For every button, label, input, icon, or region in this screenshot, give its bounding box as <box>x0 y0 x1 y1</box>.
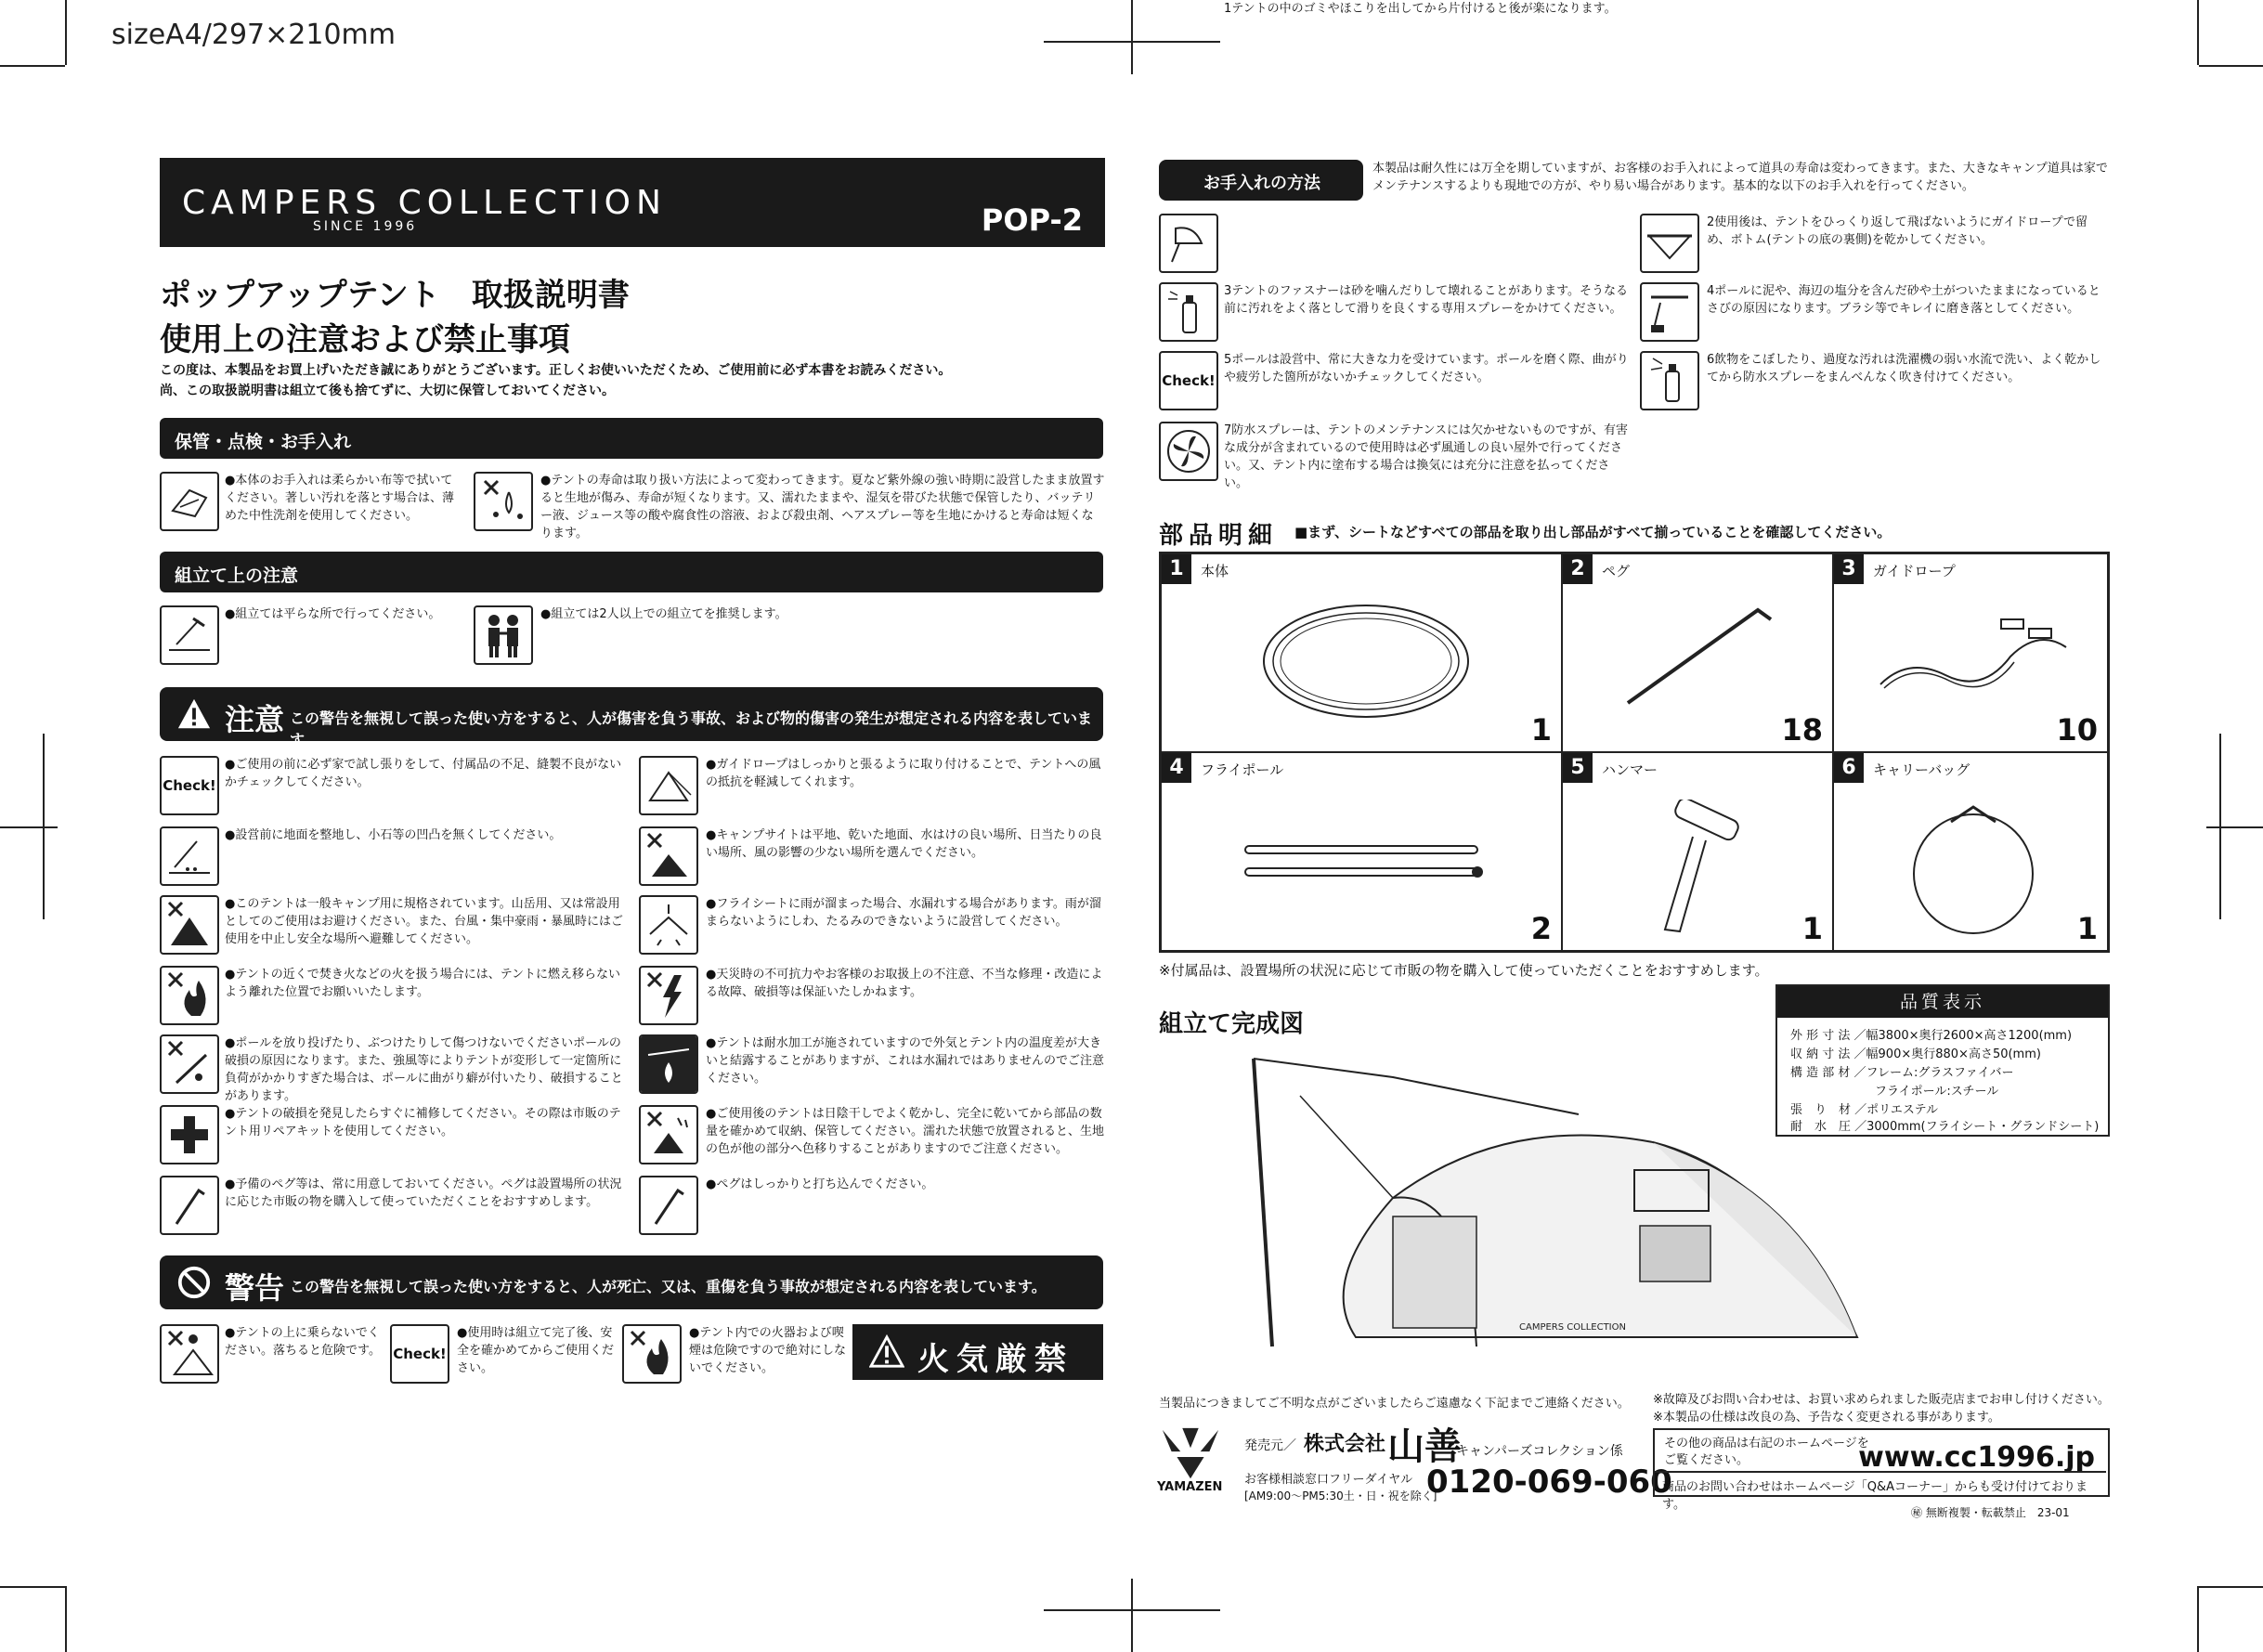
caution-subtext: この警告を無視して誤った使い方をすると、人が傷害を負う事故、および物的傷害の発生が想定される内容を表しています。 <box>290 709 1093 748</box>
lightning-icon <box>639 966 698 1025</box>
drying-icon <box>639 1105 698 1164</box>
check-icon: Check! <box>160 756 219 815</box>
caution-note: ●フライシートに雨が溜まった場合、水漏れする場合があります。雨が溜まらないようにしわ、たるみのできないように設営してください。 <box>706 897 1101 929</box>
no-climbing-icon <box>160 1324 219 1384</box>
check-icon: Check! <box>390 1324 449 1384</box>
caution-note: ●ご使用の前に必ず家で試し張りをして、付属品の不足、縫製不良がないかチェックしてください。 <box>225 758 622 789</box>
tent-body-icon <box>1255 592 1477 731</box>
hammer-icon <box>1637 800 1767 939</box>
flat-ground-icon <box>160 605 219 665</box>
storage-note-a: ●本体のお手入れは柔らかい布等で拭いてください。著しい汚れを落とす場合は、薄めた中性洗剤を使用してください。 <box>225 474 455 523</box>
caution-note: ●予備のペグ等は、常に用意しておいてください。ペグは設置場所の状況に応じた市販の物を購入して使っていただくことをおすすめします。 <box>225 1177 622 1209</box>
cloth-wipe-icon <box>160 472 219 531</box>
care-item: 2使用後は、テントをひっくり返して飛ばないようにガイドロープで留め、ボトム(テントの底の裏側)を乾かしてください。 <box>1707 215 2087 247</box>
assembled-title: 組立て完成図 <box>1159 1010 1305 1038</box>
tent-bottom-icon <box>1640 214 1699 273</box>
check-icon: Check! <box>1159 351 1218 410</box>
prohibited-icon <box>176 1265 212 1300</box>
spray-icon <box>1159 282 1218 342</box>
two-people-icon <box>474 605 533 665</box>
care-item: 7防水スプレーは、テントのメンテナンスには欠かせないものですが、有害な成分が含まれているので使用時は必ず風通しの良い屋外で行ってください。又、テント内に塗布する場合は換気には充分に注意を払ってください。 <box>1224 423 1629 490</box>
caution-note: ●キャンプサイトは平地、乾いた地面、水はけの良い場所、日当たりの良い場所、風の影響の少ない場所を選んでください。 <box>706 828 1102 860</box>
quality-row: 張 り 材 ／ポリエステル <box>1790 1103 1938 1117</box>
document-subtitle: 使用上の注意および禁止事項 <box>160 321 570 358</box>
parts-grid <box>1159 552 2110 953</box>
part-cell: 5 ハンマー 1 <box>1562 752 1833 951</box>
rain-pooling-icon <box>639 895 698 955</box>
care-item: 6飲物をこぼしたり、過度な汚れは洗濯機の弱い水流で洗い、よく乾かしてから防水スプレーをまんべんなく吹き付けてください。 <box>1707 353 2101 384</box>
business-hours: [AM9:00〜PM5:30土・日・祝を除く] <box>1244 1489 1437 1502</box>
caution-note: ●ペグはしっかりと打ち込んでください。 <box>706 1177 934 1191</box>
caution-note: ●ガイドロープはしっかりと張るように取り付けることで、テントへの風の抵抗を軽減してくれます。 <box>706 758 1101 789</box>
qa-text: 商品のお問い合わせはホームページ「Q&Aコーナー」からも受け付けております。 <box>1662 1480 2088 1512</box>
no-chemicals-icon <box>474 472 533 531</box>
fire-hazard-icon <box>160 966 219 1025</box>
care-title: お手入れの方法 <box>1159 160 1363 201</box>
caution-note: ●テントの近くで焚き火などの火を扱う場合には、テントに燃え移らないよう離れた位置でお願いいたします。 <box>225 968 621 999</box>
care-item: 5ポールは設営中、常に大きな力を受けています。ポールを磨く際、曲がりや疲労した箇所がないかチェックしてください。 <box>1224 353 1629 384</box>
storage-note-b: ●テントの寿命は取り扱い方法によって変わってきます。夏など紫外線の強い時期に設営したまま放置すると生地が傷み、寿命が短くなります。又、濡れたままや、湿気を帯びた状態で保管したり、バッテリー液、ジュース等の酸や腐食性の溶液、および殺虫剤、ヘアスプレー等を生地にかけると寿命は短くなります。 <box>540 474 1105 540</box>
caution-note: ●ご使用後のテントは日陰干しでよく乾かし、完全に乾いてから部品の数量を確かめて収納、保管してください。濡れた状態で放置されると、生地の色が他の部分へ色移りすることがありますのでご注意ください。 <box>706 1107 1105 1156</box>
size-label: sizeA4/297×210mm <box>111 19 396 51</box>
assembly-note-b: ●組立ては2人以上での組立てを推奨します。 <box>540 607 787 621</box>
caution-note: ●テントの破損を発見したらすぐに補修してください。その際は市販のテント用リペアキットを使用してください。 <box>225 1107 621 1138</box>
quality-row: フライポール:スチール <box>1790 1085 1999 1099</box>
waterproof-spray-icon <box>1640 351 1699 410</box>
care-item: 4ポールに泥や、海辺の塩分を含んだ砂や土がついたままになっているとさびの原因になります。ブラシ等でキレイに磨き落としてください。 <box>1707 284 2100 316</box>
section-storage: 保管・点検・お手入れ <box>160 418 1103 459</box>
intro-text: この度は、本製品をお買上げいただき誠にありがとうございます。正しくお使いいただくため、ご使用前に必ず本書をお読みください。 尚、この取扱説明書は組立て後も捨てずに、大切に保管しておいてください。 <box>160 363 952 398</box>
part-cell: 4 フライポール 2 <box>1161 752 1562 951</box>
care-item: 3テントのファスナーは砂を噛んだりして壊れることがあります。そうなる前に汚れをよく落として滑りを良くする専用スプレーをかけてください。 <box>1224 284 1629 316</box>
company-name: 山善 <box>1387 1425 1462 1468</box>
quality-heading: 品質表示 <box>1777 986 2108 1018</box>
parts-intro: ■まず、シートなどすべての部品を取り出し部品がすべて揃っていることを確認してください。 <box>1294 524 1892 540</box>
no-fire-icon <box>622 1324 682 1384</box>
brush-icon <box>1159 214 1218 273</box>
no-throwing-pole-icon <box>160 1034 219 1094</box>
warning-note: ●テント内での火器および喫煙は危険ですので絶対にしないでください。 <box>689 1326 847 1375</box>
ground-leveling-icon <box>160 826 219 886</box>
company-label: 株式会社 <box>1304 1433 1386 1456</box>
quality-row: 外 形 寸 法 ／幅3800×奥行2600×高さ1200(mm) <box>1790 1029 2073 1043</box>
caution-bar <box>160 687 1103 748</box>
warning-note: ●使用時は組立て完了後、安全を確かめてからご使用ください。 <box>457 1326 615 1375</box>
qa-box <box>1653 1471 2106 1512</box>
peg-icon <box>160 1176 219 1235</box>
caution-note: ●テントは耐水加工が施されていますので外気とテント内の温度差が大きいと結露することがありますが、これは水漏れではありませんのでご注意ください。 <box>706 1036 1105 1086</box>
website-url[interactable]: www.cc1996.jp <box>1858 1441 2095 1474</box>
part-cell: 1 本体 1 <box>1161 553 1562 752</box>
caution-note: ●このテントは一般キャンプ用に規格されています。山岳用、又は常設用としてのご使用はお避けください。また、台風・集中豪雨・暴風時にはご使用を中止し安全な場所へ避難してください。 <box>225 897 624 946</box>
peg-icon <box>1619 601 1786 712</box>
department: キャンパーズコレクション係 <box>1456 1444 1623 1459</box>
warning-bar <box>160 1255 1103 1309</box>
care-intro: 本製品は耐久性には万全を期していますが、お客様のお手入れによって道具の寿命は変わってきます。また、大きなキャンプ道具は家でメンテナンスするよりも現地での方が、やり易い場合があります。基本的な以下のお手入れを行ってください。 <box>1372 162 2108 193</box>
tent-brand-label: CAMPERS COLLECTION <box>1519 1322 1626 1333</box>
no-mountain-icon <box>160 895 219 955</box>
quality-row: 収 納 寸 法 ／幅900×奥行880×高さ50(mm) <box>1790 1047 2041 1061</box>
care-item: 1テントの中のゴミやほこりを出してから片付けると後が楽になります。 <box>1224 2 1617 16</box>
no-fire-sign: 火気厳禁 <box>852 1324 1103 1380</box>
quality-row: 構 造 部 材 ／フレーム:グラスファイバー <box>1790 1066 2014 1080</box>
guy-rope-icon <box>1871 610 2075 712</box>
parts-footnote: ※付属品は、設置場所の状況に応じて市販の物を購入して使っていただくことをおすすめします。 <box>1159 962 1769 979</box>
notice-text: ※故障及びお問い合わせは、お買い求められました販売店までお申し付けください。 ※本製品の仕様は改良の為、予告なく変更される事があります。 <box>1653 1393 2110 1424</box>
brush-pole-icon <box>1640 282 1699 342</box>
document-title: ポップアップテント 取扱説明書 <box>160 277 630 314</box>
caution-note: ●天災時の不可抗力やお客様のお取扱上の不注意、不当な修理・改造による故障、破損等は保証いたしかねます。 <box>706 968 1103 999</box>
warning-triangle-icon <box>176 696 212 732</box>
section-assembly: 組立て上の注意 <box>160 552 1103 592</box>
repair-kit-icon <box>160 1105 219 1164</box>
ventilation-fan-icon <box>1159 422 1218 481</box>
contact-text: 当製品につきましてご不明な点がございましたらご遠慮なく下記までご連絡ください。 <box>1159 1397 1630 1411</box>
yamazen-wordmark: YAMAZEN <box>1157 1480 1223 1494</box>
parts-title: 部品明細 <box>1159 522 1279 550</box>
part-cell: 2 ペグ 18 <box>1562 553 1833 752</box>
rights-notice: ㊙ 無断複製・転載禁止 23-01 <box>1911 1506 2070 1519</box>
carry-bag-icon <box>1899 790 2048 939</box>
brand-since: SINCE 1996 <box>313 219 418 234</box>
header-bar <box>160 158 1105 247</box>
quality-row: 耐 水 圧 ／3000mm(フライシート・グランドシート) <box>1790 1120 2100 1134</box>
warning-triangle-icon <box>869 1334 904 1370</box>
model-number: POP-2 <box>981 202 1083 238</box>
part-cell: 3 ガイドロープ 10 <box>1833 553 2108 752</box>
warning-heading: 警告 <box>225 1270 285 1306</box>
peg-icon <box>639 1176 698 1235</box>
assembly-note-a: ●組立ては平らな所で行ってください。 <box>225 607 441 621</box>
warning-note: ●テントの上に乗らないでください。落ちると危険です。 <box>225 1326 381 1358</box>
caution-heading: 注意 <box>225 702 285 737</box>
helpline-label: お客様相談窓口フリーダイヤル <box>1244 1473 1413 1487</box>
caution-note: ●ポールを放り投げたり、ぶつけたりして傷つけないでくださいポールの破損の原因になります。また、強風等によりテントが変形して一定箇所に負荷がかかりすぎた場合は、ポールに曲がり癖が付いたり、破損することがあります。 <box>225 1036 623 1103</box>
part-cell: 6 キャリーバッグ 1 <box>1833 752 2108 951</box>
condensation-icon <box>639 1034 698 1094</box>
brand-name: CAMPERS COLLECTION <box>182 184 667 222</box>
phone-number: 0120-069-060 <box>1426 1463 1672 1501</box>
warning-subtext: この警告を無視して誤った使い方をすると、人が死亡、又は、重傷を負う事故が想定される内容を表しています。 <box>290 1278 1047 1295</box>
fly-pole-icon <box>1236 827 1487 902</box>
caution-note: ●設営前に地面を整地し、小石等の凹凸を無くしてください。 <box>225 828 562 842</box>
no-slope-icon <box>639 826 698 886</box>
guy-rope-icon <box>639 756 698 815</box>
website-message: その他の商品は右記のホームページを ご覧ください。 <box>1664 1437 1869 1467</box>
assembled-tent-illustration <box>1244 1040 1894 1384</box>
seller-label: 発売元／ <box>1244 1438 1296 1453</box>
